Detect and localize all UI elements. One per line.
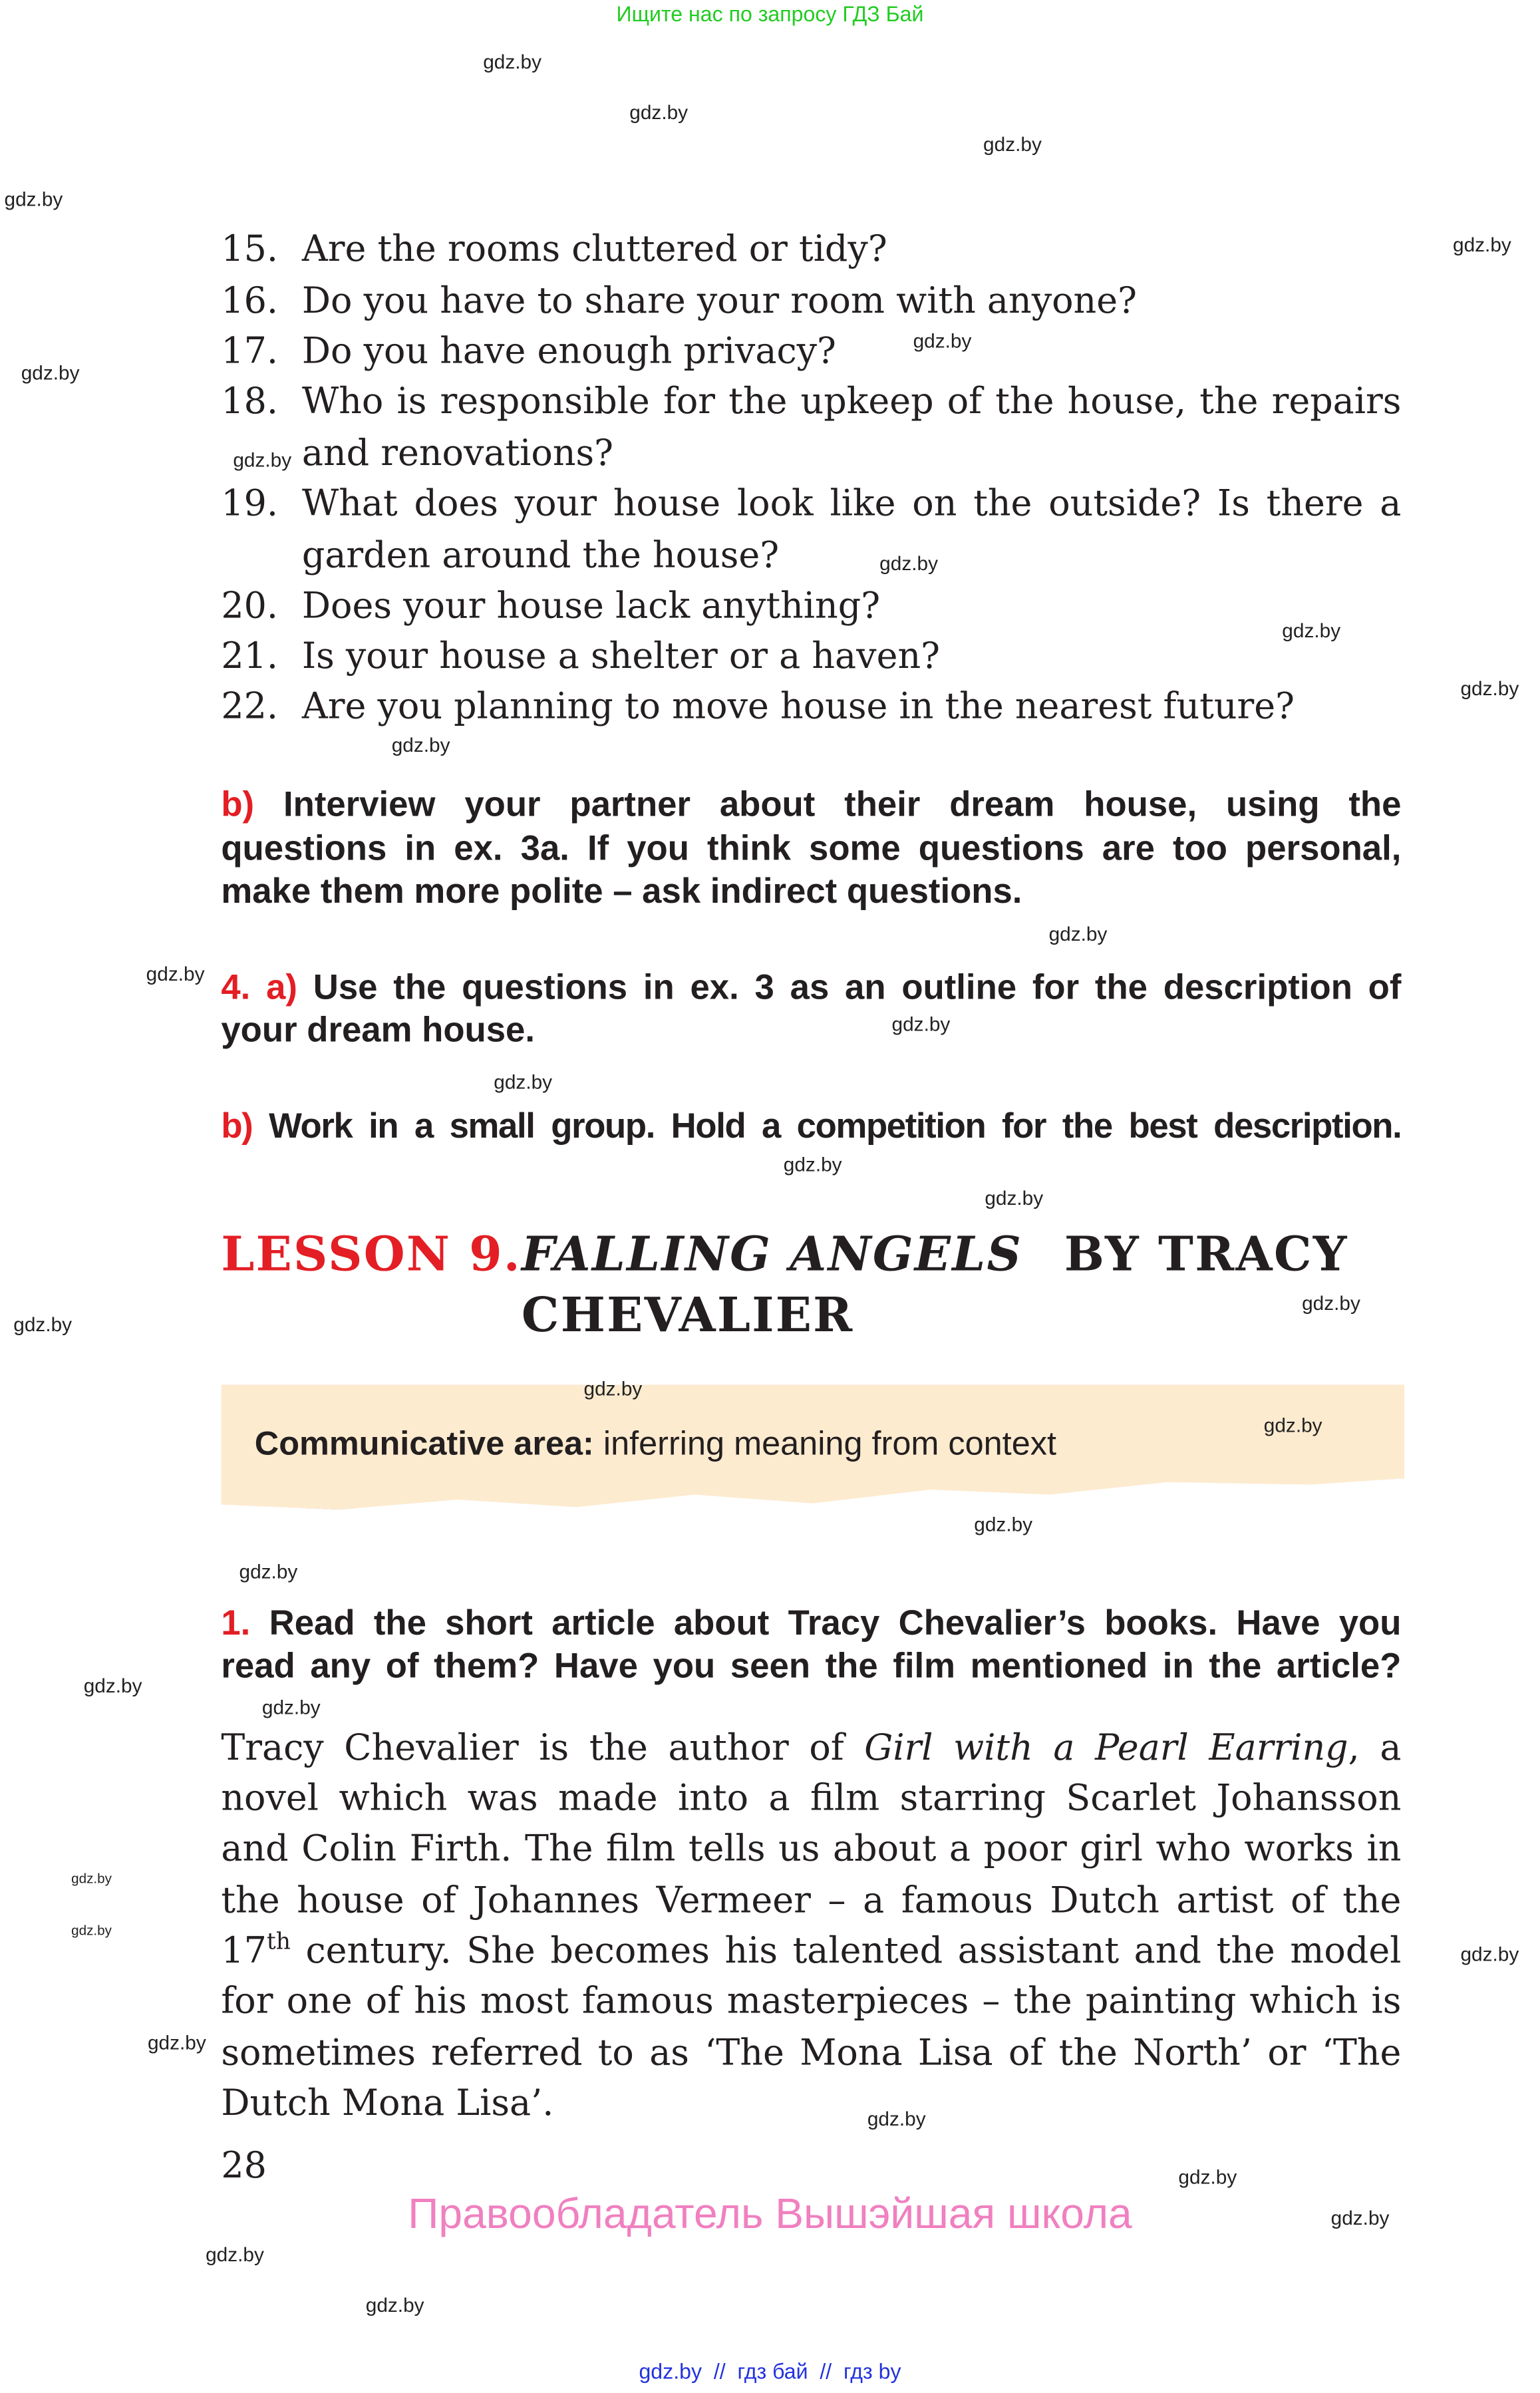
task-label: 1. [221, 1602, 251, 1643]
task-label: b) [221, 784, 255, 824]
question-number: 19. [221, 482, 279, 525]
task-label: 4. a) [221, 967, 297, 1007]
watermark: gdz.by [71, 1923, 112, 1939]
task-3b-line-3: make them more polite – ask indirect questions. [221, 870, 1022, 911]
watermark: gdz.by [1460, 677, 1519, 701]
task-1-line-1 [221, 1598, 1401, 1647]
article-line-5 [221, 1926, 1401, 1975]
article-line-3: and Colin Firth. The film tells us about a poor girl who works in [221, 1826, 1402, 1870]
watermark: gdz.by [71, 1871, 112, 1887]
watermark: gdz.by [147, 2031, 206, 2054]
watermark: gdz.by [1460, 1943, 1519, 1966]
question-number: 15. [221, 227, 279, 270]
task-text: Work in a small group. Hold a competition for the best description. [269, 1105, 1402, 1146]
watermark: gdz.by [1302, 1291, 1360, 1315]
top-banner[interactable]: Ищите нас по запросу ГДЗ Бай [616, 1, 924, 26]
task-4a-line-1 [221, 962, 1401, 1011]
question-18-line-2: and renovations? [301, 431, 614, 474]
communicative-area-text: inferring meaning from context [603, 1424, 1056, 1463]
article-line-1 [221, 1723, 1401, 1772]
article-text: Tracy Chevalier is the author of [221, 1726, 865, 1769]
question-number: 22. [221, 685, 279, 728]
task-text: Use the questions in ex. 3 as an outline for the description of [313, 967, 1402, 1007]
question-20 [221, 581, 1401, 629]
question-text: Are the rooms cluttered or tidy? [301, 227, 887, 270]
task-1-line-2: read any of them? Have you seen the film mentioned in the article? [221, 1645, 1402, 1685]
book-title: Girl with a Pearl Earring [864, 1726, 1348, 1769]
superscript: th [266, 1927, 291, 1955]
article-line-8: Dutch Mona Lisa’. [221, 2081, 554, 2124]
question-19-line-1: What does your house look like on the outside? Is there a [301, 482, 1402, 525]
communicative-area [255, 1424, 1056, 1464]
task-text: Interview your partner about their dream house, using the [283, 784, 1402, 824]
communicative-area-label: Communicative area: [254, 1424, 594, 1463]
question-number: 21. [221, 634, 279, 677]
watermark: gdz.by [1263, 1413, 1322, 1437]
article-line-6: for one of his most famous masterpieces – the painting which is [221, 1979, 1402, 2022]
article-text: , a [1348, 1726, 1402, 1769]
article-line-7: sometimes referred to as ‘The Mona Lisa of the North’ or ‘The [221, 2031, 1402, 2074]
question-number: 20. [221, 583, 279, 627]
question-number: 18. [221, 379, 279, 422]
lesson-heading [221, 1226, 1348, 1284]
watermark: gdz.by [1178, 2165, 1237, 2189]
task-text: Read the short article about Tracy Chevalier’s books. Have you [269, 1602, 1402, 1643]
watermark: gdz.by [1330, 2206, 1390, 2230]
watermark: gdz.by [391, 733, 450, 756]
copyright-notice: Правообладатель Вышэйшая школа [408, 2189, 1132, 2237]
task-label: b) [221, 1105, 253, 1146]
watermark: gdz.by [891, 1012, 951, 1036]
question-21 [221, 631, 1401, 680]
watermark: gdz.by [21, 361, 80, 385]
watermark: gdz.by [985, 1186, 1044, 1209]
question-number: 16. [221, 279, 279, 322]
task-3b-line-1 [221, 779, 1401, 828]
lesson-title-rest: BY TRACY [1064, 1227, 1348, 1283]
lesson-title-line-2: CHEVALIER [521, 1288, 854, 1344]
question-18-line-1: Who is responsible for the upkeep of the house, the repairs [301, 379, 1402, 422]
watermark: gdz.by [365, 2293, 424, 2316]
watermark: gdz.by [983, 132, 1042, 156]
question-17 [221, 327, 1401, 375]
question-16 [221, 276, 1401, 325]
watermark: gdz.by [629, 100, 689, 124]
watermark: gdz.by [867, 2107, 926, 2131]
article-text: 17 [221, 1929, 267, 1972]
watermark: gdz.by [83, 1674, 142, 1698]
task-4b [221, 1101, 1401, 1150]
watermark: gdz.by [783, 1152, 842, 1176]
task-4a-line-2: your dream house. [221, 1009, 536, 1049]
watermark: gdz.by [1453, 233, 1511, 257]
watermark: gdz.by [13, 1313, 73, 1336]
watermark: gdz.by [233, 448, 292, 472]
watermark: gdz.by [483, 50, 542, 74]
lesson-title-italic: FALLING ANGELS [521, 1227, 1023, 1283]
watermark: gdz.by [239, 1559, 298, 1583]
page-number: 28 [221, 2144, 267, 2187]
question-text: Does your house lack anything? [301, 583, 881, 627]
question-number: 17. [221, 329, 279, 373]
question-text: Is your house a shelter or a haven? [301, 634, 941, 677]
watermark: gdz.by [206, 2243, 264, 2267]
watermark: gdz.by [4, 187, 63, 211]
watermark: gdz.by [913, 329, 972, 353]
question-text: Do you have to share your room with anyone? [301, 279, 1138, 322]
question-text: Do you have enough privacy? [301, 329, 836, 373]
watermark: gdz.by [494, 1070, 553, 1094]
watermark: gdz.by [1048, 922, 1108, 946]
watermark: gdz.by [974, 1512, 1033, 1536]
question-15 [221, 224, 1401, 273]
watermark: gdz.by [1282, 619, 1341, 642]
watermark: gdz.by [261, 1695, 321, 1719]
footer-links[interactable]: gdz.by // гдз бай // гдз by [639, 2358, 901, 2384]
task-3b-line-2: questions in ex. 3a. If you think some questions are too personal, [221, 828, 1402, 868]
article-line-2: novel which was made into a film starring Scarlet Johansson [221, 1776, 1402, 1820]
question-19-line-2: garden around the house? [301, 534, 780, 577]
watermark: gdz.by [583, 1376, 643, 1400]
article-line-4: the house of Johannes Vermeer – a famous Dutch artist of the [221, 1878, 1402, 1922]
lesson-number: LESSON 9. [221, 1227, 522, 1283]
watermark: gdz.by [879, 552, 938, 575]
question-text: Are you planning to move house in the nearest future? [301, 685, 1295, 728]
watermark: gdz.by [146, 962, 205, 985]
question-22 [221, 682, 1401, 730]
article-text: century. She becomes his talented assistant and the model [290, 1929, 1402, 1972]
